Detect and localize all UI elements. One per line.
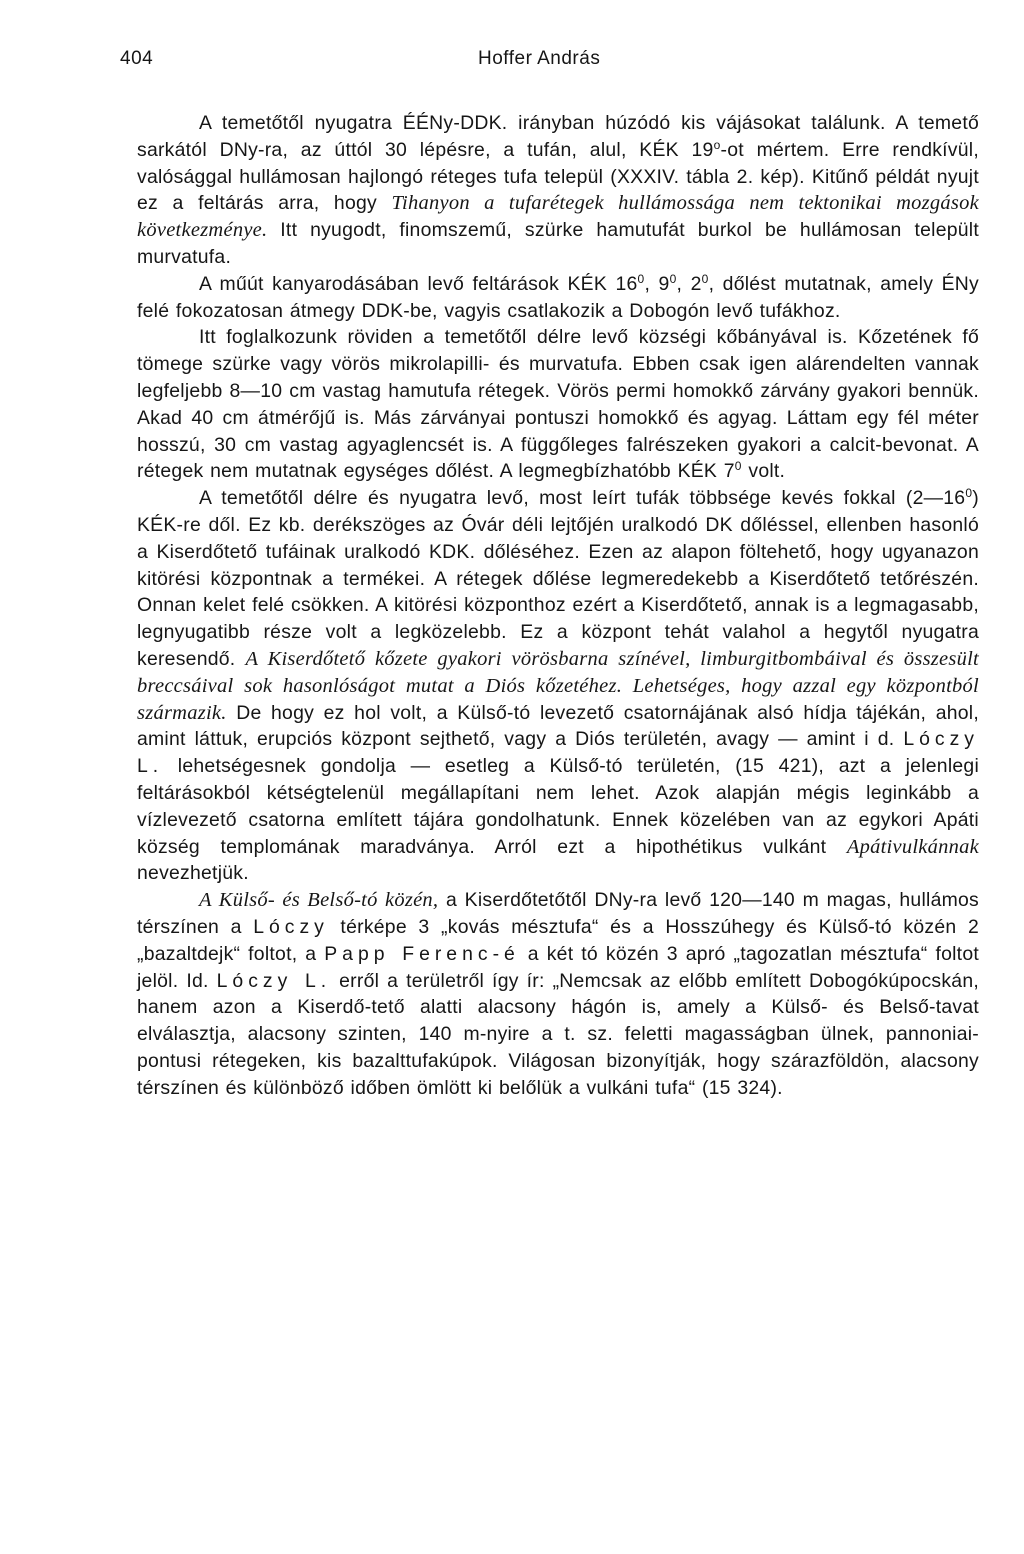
author-name-spaced: Lóczy L. (137, 728, 979, 778)
text-span: lehetségesnek gondolja — esetleg a Külső-tó területén, (15 421), azt a jelenlegi feltárásokból kétségtelenül megállapítani nem lehet. Azok alapján mégis leginkább a vízlevezető csatorna említett tájára gondolhatunk. Ennek közelében van az egykori Apáti község templomának maradványa. Arról ezt a hipothétikus vulkánt (137, 755, 979, 858)
italic-emphasis: Apátivulkánnak (846, 835, 979, 858)
paragraph (137, 485, 979, 887)
italic-emphasis: A Külső- és Belső-tó közén, (199, 889, 439, 912)
text-span: , 2 (676, 272, 702, 295)
text-span: erről a területről így ír: „Nemcsak az előbb említett Dobogókúpocskán, hanem azon a Kiserdő-tető alatti alacsony hágón is, amely a Külső- és Belső-tavat elválasztja, alacsony szinten, 140 m-nyire a t. sz. feletti magasságban ülnek, pannoniai-pontusi rétegeken, kis bazalttufakúpok. Világosan bizonyítják, hogy szárazföldön, alacsony térszínen és különböző időben ömlött ki belőlük a vulkáni tufa“ (15 324). (137, 969, 979, 1099)
book-page (120, 44, 980, 1524)
page-number: 404 (120, 48, 154, 69)
superscript: o (713, 137, 721, 152)
author-name-spaced: Papp Ferenc-é (324, 942, 520, 965)
superscript: 0 (965, 486, 973, 501)
body-text (137, 110, 979, 1101)
paragraph (137, 271, 979, 325)
text-span: térképe 3 „kovás mésztufa“ és a Hosszúhegy és Külső-tó közén 2 „bazaltdejk“ foltot, a (137, 915, 979, 965)
text-span: , 9 (644, 272, 670, 295)
text-span: a két tó közén 3 apró „tagozatlan mésztufa“ foltot jelöl. Id. (137, 942, 979, 992)
text-span: nevezhetjük. (137, 862, 249, 885)
paragraph (137, 324, 979, 485)
paragraph (137, 887, 979, 1101)
text-span: A temetőtől délre és nyugatra levő, most leírt tufák többsége kevés fokkal (2—16 (199, 487, 966, 510)
text-span: -ot mértem. Erre rendkívül, valósággal hullámosan hajlongó réteges tufa települ (XXXIV. tábla 2. kép). Kitűnő példát nyujt ez a feltárás arra, hogy (137, 138, 979, 215)
text-span: A műút kanyarodásában levő feltárások KÉK 16 (199, 272, 638, 295)
text-span: ) KÉK-re dől. Ez kb. derékszöges az Óvár déli lejtőjén uralkodó DK dőléssel, ellenben hasonló a Kiserdőtető tufáinak uralkodó KDK. dőléséhez. Ezen az alapon föltehető, hogy ugyanazon kitörési központnak a termékei. A rétegek dőlése legmeredekebb a Kiserdőtető tetőrészén. Onnan kelet felé csökken. A kitörési központhoz ezért a Kiserdőtető, annak is a legmagasabb, legnyugatibb része volt a legközelebb. Ez a központ tehát valahol a hegytől nyugatra keresendő. (137, 487, 979, 670)
italic-emphasis: Tihanyon a tufarétegek hullámossága nem tektonikai mozgások következménye. (137, 192, 979, 242)
text-span: , dőlést mutatnak, amely ÉNy felé fokozatosan átmegy DDK-be, vagyis csatlakozik a Dobogón levő tufákhoz. (137, 272, 980, 322)
text-span: volt. (741, 460, 786, 483)
text-span: De hogy ez hol volt, a Külső-tó levezető csatornájának alsó hídja tájékán, ahol, amint láttuk, erupciós központ sejthető, vagy a Diós területén, avagy — amint i d. (137, 701, 979, 751)
author-name-spaced: Lóczy (253, 915, 329, 938)
running-head (120, 44, 979, 78)
superscript: 0 (734, 459, 742, 474)
superscript: 0 (669, 271, 677, 286)
running-head-author: Hoffer András (478, 48, 601, 69)
text-span: A temetőtől nyugatra ÉÉNy-DDK. irányban húzódó kis vájásokat találunk. A temető sarkától DNy-ra, az úttól 30 lépésre, a tufán, alul, KÉK 19 (137, 112, 979, 161)
superscript: 0 (701, 271, 709, 286)
author-name-spaced: Lóczy L. (216, 969, 332, 992)
text-span: Itt nyugodt, finomszemű, szürke hamutufát burkol be hullámosan települt murvatufa. (137, 219, 979, 268)
italic-emphasis: A Kiserdőtető kőzete gyakori vörösbarna színével, limburgitbombáival és összesült breccsáival sok hasonlóságot mutat a Diós kőzetéhez. Lehetséges, hogy azzal egy központból származik. (137, 647, 980, 724)
text-span: Itt foglalkozunk röviden a temetőtől délre levő községi kőbányával is. Kőzetének fő tömege szürke vagy vörös mikrolapilli- és murvatufa. Ebben csak igen alárendelten vannak legfeljebb 8—10 cm vastag hamutufa rétegek. Vörös permi homokkő zárvány gyakori bennük. Akad 40 cm átmérőjű is. Más zárványai pontuszi homokkő és agyag. Láttam egy fél méter hosszú, 30 cm vastag agyaglencsét is. A függőleges falrészeken gyakori a calcit-bevonat. A rétegek nem mutatnak egységes dőlést. A legmegbízhatóbb KÉK 7 (137, 326, 979, 483)
paragraph (137, 110, 979, 271)
text-span: a Kiserdőtetőtől DNy-ra levő 120—140 m magas, hullámos térszínen a (137, 889, 979, 938)
superscript: 0 (637, 271, 645, 286)
